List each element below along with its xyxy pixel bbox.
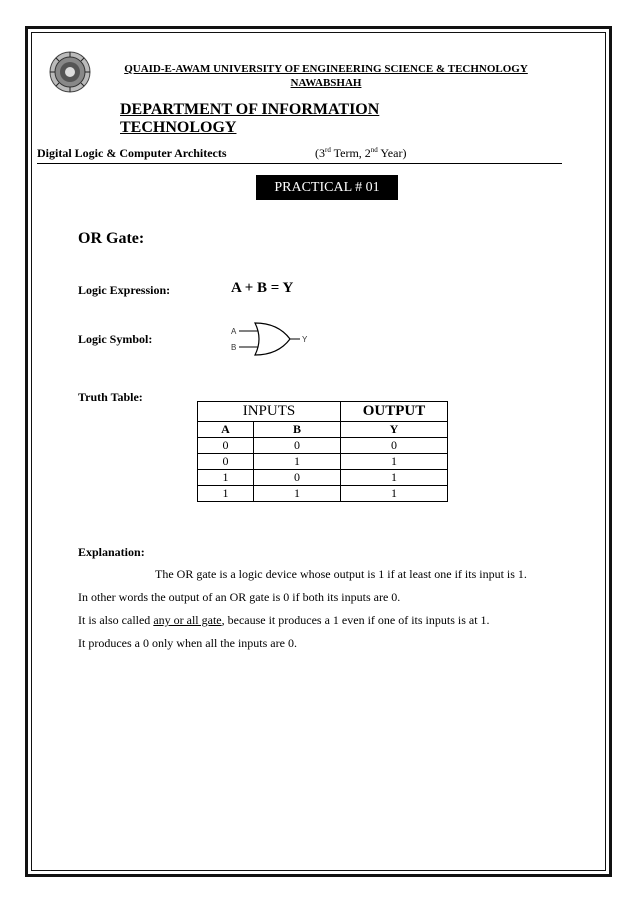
university-logo-icon bbox=[48, 50, 92, 94]
explanation-line-3 bbox=[78, 613, 490, 628]
table-cell: 0 bbox=[198, 438, 254, 454]
gate-input-a-label: A bbox=[231, 327, 237, 336]
truth-table bbox=[197, 401, 448, 502]
explanation-line-1: The OR gate is a logic device whose output is 1 if at least one if its input is 1. bbox=[155, 567, 527, 581]
table-cell: 0 bbox=[198, 454, 254, 470]
table-row bbox=[198, 486, 448, 502]
table-row bbox=[198, 438, 448, 454]
logic-expression-value: A + B = Y bbox=[231, 280, 294, 296]
term-sup-nd: nd bbox=[370, 146, 378, 154]
logic-expression-label: Logic Expression: bbox=[78, 283, 171, 297]
department-title: DEPARTMENT OF INFORMATION TECHNOLOGY bbox=[120, 101, 380, 136]
university-name bbox=[106, 62, 546, 90]
truth-table-group-row bbox=[198, 402, 448, 422]
table-cell: 1 bbox=[198, 486, 254, 502]
table-row bbox=[198, 454, 448, 470]
course-title: Digital Logic & Computer Architects bbox=[37, 146, 227, 160]
table-cell: 0 bbox=[254, 470, 341, 486]
gate-heading: OR Gate: bbox=[78, 230, 145, 247]
term-close: Year) bbox=[377, 146, 407, 160]
table-cell: 0 bbox=[341, 438, 448, 454]
truth-table-header-row bbox=[198, 422, 448, 438]
logic-symbol-label: Logic Symbol: bbox=[78, 332, 153, 346]
explanation-line-3-post: , because it produces a 1 even if one of its inputs is at 1. bbox=[221, 613, 490, 627]
table-row bbox=[198, 470, 448, 486]
course-term bbox=[315, 146, 406, 161]
table-cell: 1 bbox=[198, 470, 254, 486]
table-cell: 1 bbox=[254, 454, 341, 470]
explanation-any-or-all-gate: any or all gate bbox=[153, 613, 222, 627]
practical-badge: PRACTICAL # 01 bbox=[256, 175, 398, 200]
explanation-label: Explanation: bbox=[78, 545, 145, 559]
column-header-y: Y bbox=[341, 422, 448, 438]
term-open: (3 bbox=[315, 146, 325, 160]
gate-input-b-label: B bbox=[231, 343, 237, 352]
truth-table-label: Truth Table: bbox=[78, 390, 143, 404]
table-cell: 1 bbox=[341, 470, 448, 486]
gate-output-label: Y bbox=[302, 335, 308, 344]
table-cell: 1 bbox=[254, 486, 341, 502]
table-cell: 0 bbox=[254, 438, 341, 454]
university-name-line1: QUAID-E-AWAM UNIVERSITY OF ENGINEERING SCIENCE & TECHNOLOGY bbox=[124, 63, 528, 75]
column-header-a: A bbox=[198, 422, 254, 438]
or-gate-icon bbox=[228, 320, 318, 360]
explanation-line-4: It produces a 0 only when all the inputs are 0. bbox=[78, 636, 297, 650]
inputs-group-header: INPUTS bbox=[198, 402, 341, 422]
term-sup-rd: rd bbox=[325, 146, 331, 154]
output-group-header: OUTPUT bbox=[341, 402, 448, 422]
column-header-b: B bbox=[254, 422, 341, 438]
term-mid: Term, 2 bbox=[330, 146, 371, 160]
explanation-line-2: In other words the output of an OR gate is 0 if both its inputs are 0. bbox=[78, 590, 401, 604]
explanation-line-3-pre: It is also called bbox=[78, 613, 154, 627]
table-cell: 1 bbox=[341, 486, 448, 502]
course-line bbox=[37, 146, 562, 164]
table-cell: 1 bbox=[341, 454, 448, 470]
university-name-line2: NAWABSHAH bbox=[290, 77, 362, 89]
